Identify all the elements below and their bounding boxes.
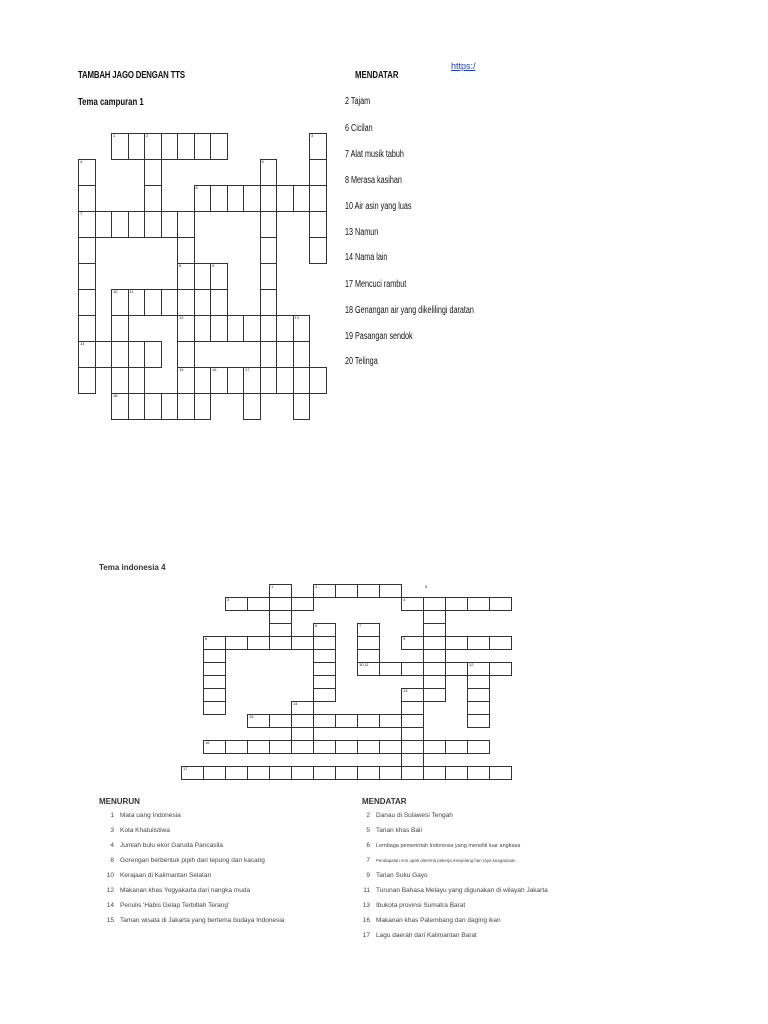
crossword-cell[interactable] (313, 714, 336, 728)
puzzle2-across-clue: 11 Turunan Bahasa Melayu yang digunakan di wilayah Jakarta (363, 887, 548, 894)
puzzle1-subtitle: Tema campuran 1 (78, 97, 144, 108)
crossword-cell[interactable] (313, 766, 336, 780)
clue-number: 18 (113, 393, 118, 398)
crossword-cell[interactable] (269, 766, 292, 780)
crossword-cell[interactable] (247, 766, 270, 780)
clue-number: 9 (403, 636, 406, 641)
crossword-cell[interactable] (489, 636, 512, 650)
crossword-cell[interactable] (445, 766, 468, 780)
puzzle2-across-clue: 17 Lagu daerah dari Kalimantan Barat (362, 932, 477, 939)
crossword-cell[interactable] (357, 649, 380, 663)
puzzle1-clue: 8 Merasa kasihan (345, 175, 402, 186)
crossword-cell[interactable] (291, 714, 314, 728)
crossword-cell[interactable] (269, 623, 292, 637)
puzzle1-clue: 14 Nama lain (345, 252, 388, 263)
puzzle1-clue: 19 Pasangan sendok (345, 331, 413, 342)
crossword-cell[interactable] (225, 740, 248, 754)
clue-number: 10 (113, 289, 118, 294)
crossword-cell[interactable] (467, 701, 490, 715)
clue-number: 6 (315, 623, 318, 628)
puzzle1-across-heading: MENDATAR (355, 70, 399, 81)
clue-number: 8 (205, 636, 208, 641)
puzzle1-clue: 6 Cicilan (345, 123, 373, 134)
crossword-cell[interactable] (445, 662, 468, 676)
crossword-cell[interactable] (423, 597, 446, 611)
puzzle2-down-heading: MENURUN (99, 797, 140, 806)
crossword-cell[interactable] (467, 766, 490, 780)
crossword-cell[interactable] (313, 675, 336, 689)
crossword-cell[interactable] (401, 662, 424, 676)
puzzle2-across-clue: 16 Makanan khas Palembang dari daging ikan (362, 917, 501, 924)
puzzle2-down-clue: 3 Kota Khatulistiwa (110, 827, 170, 834)
crossword-cell[interactable] (269, 636, 292, 650)
crossword-cell[interactable] (313, 636, 336, 650)
crossword-cell[interactable] (269, 714, 292, 728)
crossword-cell[interactable] (357, 766, 380, 780)
puzzle1-title: TAMBAH JAGO DENGAN TTS (78, 70, 185, 81)
puzzle2-down-clue: 1 Mata uang Indonesia (110, 812, 181, 819)
crossword-cell[interactable] (423, 610, 446, 624)
clue-number: 2 (146, 133, 149, 138)
puzzle1-clue: 18 Genangan air yang dikelilingi daratan (345, 305, 474, 316)
clue-number: 16 (212, 367, 217, 372)
clue-number: 3 (227, 597, 230, 602)
puzzle2-across-heading: MENDATAR (362, 797, 407, 806)
puzzle1-clue: 13 Namun (345, 227, 379, 238)
crossword-cell[interactable] (467, 688, 490, 702)
clue-number: 13 (403, 688, 408, 693)
crossword-cell[interactable] (489, 662, 512, 676)
crossword-cell[interactable] (401, 701, 424, 715)
crossword-cell[interactable] (335, 766, 358, 780)
clue-number: 16 (205, 740, 210, 745)
crossword-cell[interactable] (225, 766, 248, 780)
crossword-cell[interactable] (467, 714, 490, 728)
crossword-cell[interactable] (423, 688, 446, 702)
crossword-cell[interactable] (423, 649, 446, 663)
clue-number: 4 (403, 597, 406, 602)
puzzle2-across-clue: 9 Tarian Suku Gayo (366, 872, 428, 879)
crossword-cell[interactable] (357, 636, 380, 650)
puzzle2-across-clue: 6 Lembaga pemerintah Indonesia yang meneliti luar angkasa (366, 842, 521, 849)
clue-number: 10,11 (359, 662, 369, 667)
crossword-cell[interactable] (423, 623, 446, 637)
crossword-cell[interactable] (379, 740, 402, 754)
puzzle1-clue: 7 Alat musik tabuh (345, 149, 404, 160)
crossword-cell[interactable] (313, 740, 336, 754)
clue-number: 5 (261, 159, 264, 164)
clue-number: 13 (294, 315, 299, 320)
crossword-cell[interactable] (401, 753, 424, 767)
crossword-cell[interactable] (379, 662, 402, 676)
crossword-cell[interactable] (445, 740, 468, 754)
puzzle2-down-clue: 12 Makanan khas Yogyakarta dari nangka muda (106, 887, 251, 894)
clue-number: 17 (183, 766, 188, 771)
clue-number: 2 (315, 584, 318, 589)
clue-number: 1 (271, 584, 274, 589)
crossword-cell[interactable] (445, 597, 468, 611)
puzzle1-clue: 10 Air asin yang luas (345, 201, 412, 212)
crossword-cell[interactable] (401, 740, 424, 754)
crossword-cell[interactable] (379, 714, 402, 728)
crossword-cell[interactable] (467, 740, 490, 754)
puzzle2-across-clue: 5 Tarian khas Bali (366, 827, 422, 834)
crossword-cell[interactable] (203, 649, 226, 663)
crossword-cell[interactable] (291, 727, 314, 741)
crossword-cell[interactable] (269, 740, 292, 754)
puzzle2-across-clue: 7 Pendapatan non upah diterima pekerja menjelang hari raya keagamaan (366, 857, 516, 864)
crossword-cell[interactable] (335, 740, 358, 754)
clue-number: 5 (425, 584, 428, 589)
clue-number: 15 (249, 714, 254, 719)
crossword-cell[interactable] (291, 766, 314, 780)
puzzle1-clue: 17 Mencuci rambut (345, 279, 407, 290)
crossword-cell[interactable] (203, 701, 226, 715)
clue-number: 12 (179, 315, 184, 320)
crossword-cell[interactable] (291, 597, 314, 611)
source-link[interactable]: https:/ (451, 61, 476, 71)
crossword-cell[interactable] (291, 740, 314, 754)
crossword-cell[interactable] (357, 584, 380, 598)
puzzle2-across-clue: 2 Danau di Sulawesi Tengah (366, 812, 453, 819)
clue-number: 3 (311, 133, 314, 138)
crossword-cell[interactable] (357, 714, 380, 728)
crossword-cell[interactable] (203, 688, 226, 702)
puzzle2-down-clue: 14 Penulis 'Habis Gelap Terbitlah Terang' (106, 902, 230, 909)
clue-number: 14 (293, 701, 298, 706)
crossword-cell[interactable] (445, 636, 468, 650)
crossword-cell[interactable] (313, 688, 336, 702)
crossword-cell[interactable] (269, 597, 292, 611)
clue-number: 15 (179, 367, 184, 372)
crossword-cell[interactable] (467, 636, 490, 650)
clue-number: 12 (469, 662, 474, 667)
crossword-cell[interactable] (467, 597, 490, 611)
crossword-cell[interactable] (247, 636, 270, 650)
crossword-cell[interactable] (335, 714, 358, 728)
crossword-cell[interactable] (423, 766, 446, 780)
puzzle2-down-clue: 15 Taman wisata di Jakarta yang bertema budaya Indonesia (106, 917, 285, 924)
crossword-cell[interactable] (203, 662, 226, 676)
puzzle2-down-clue: 8 Gorengan berbentuk pipih dari tepung dan kacang (110, 857, 265, 864)
crossword-cell[interactable] (379, 766, 402, 780)
crossword-cell[interactable] (423, 662, 446, 676)
clue-number: 4 (80, 159, 83, 164)
crossword-cell[interactable] (313, 649, 336, 663)
crossword-cell[interactable] (423, 636, 446, 650)
puzzle2-title: Tema indonesia 4 (99, 563, 166, 572)
crossword-cell[interactable] (467, 675, 490, 689)
crossword-cell[interactable] (247, 740, 270, 754)
puzzle2-down-clue: 4 Jumlah bulu ekor Garuda Pancasila (110, 842, 223, 849)
crossword-cell[interactable] (423, 740, 446, 754)
crossword-cell[interactable] (203, 766, 226, 780)
crossword-cell[interactable] (291, 636, 314, 650)
clue-number: 7 (80, 211, 83, 216)
clue-number: 17 (245, 367, 250, 372)
clue-number: 8 (179, 263, 182, 268)
puzzle1-clue: 20 Telinga (345, 356, 378, 367)
crossword-cell[interactable] (313, 662, 336, 676)
crossword-cell[interactable] (379, 584, 402, 598)
crossword-cell[interactable] (401, 766, 424, 780)
clue-number: 14 (80, 341, 85, 346)
crossword-cell[interactable] (225, 636, 248, 650)
crossword-cell[interactable] (401, 727, 424, 741)
crossword-cell[interactable] (489, 597, 512, 611)
clue-number: 11 (129, 289, 134, 294)
crossword-cell[interactable] (423, 675, 446, 689)
clue-number: 7 (359, 623, 362, 628)
crossword-cell[interactable] (357, 740, 380, 754)
puzzle1-clue: 2 Tajam (345, 96, 371, 107)
clue-number: 6 (195, 185, 198, 190)
puzzle2-across-clue: 13 Ibukota provinsi Sumatra Barat (362, 902, 466, 909)
crossword-cell[interactable] (335, 584, 358, 598)
crossword-cell[interactable] (247, 597, 270, 611)
crossword-cell[interactable] (489, 766, 512, 780)
crossword-cell[interactable] (269, 610, 292, 624)
puzzle2-down-clue: 10 Kerajaan di Kalimantan Selatan (106, 872, 212, 879)
clue-number: 1 (113, 133, 116, 138)
clue-number: 9 (212, 263, 215, 268)
crossword-cell[interactable] (203, 675, 226, 689)
crossword-cell[interactable] (401, 714, 424, 728)
